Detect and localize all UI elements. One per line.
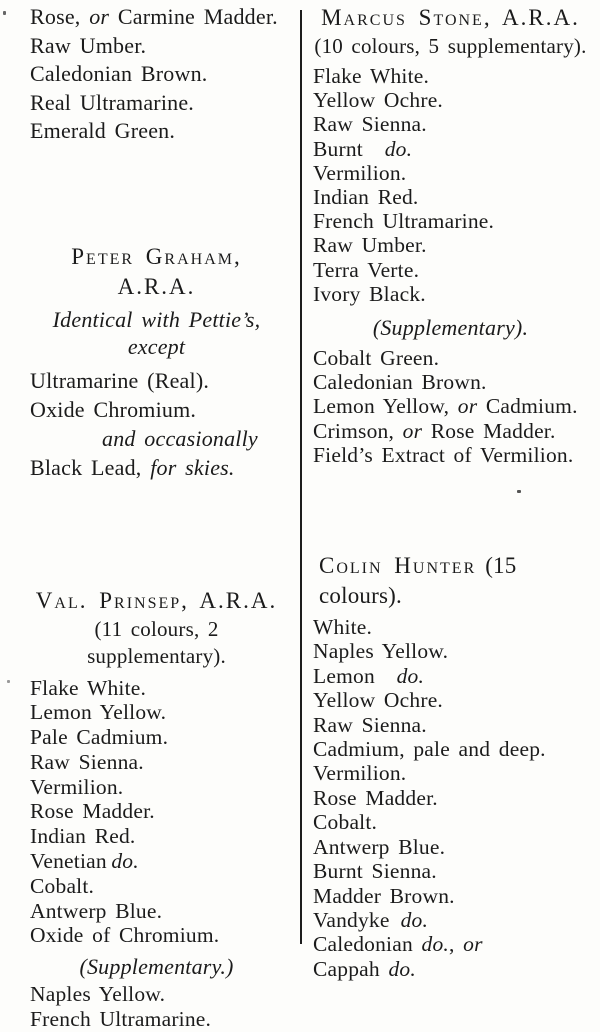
note-center xyxy=(313,314,588,341)
smallcaps-text: Peter Graham, A.R.A. xyxy=(71,243,242,299)
text: Yellow Ochre. xyxy=(313,88,444,113)
palette-entry xyxy=(313,64,588,88)
palette-entry xyxy=(313,209,588,233)
palette-entry xyxy=(30,395,283,424)
text: Cappah xyxy=(313,956,389,981)
text: Field’s Extract of Vermilion. xyxy=(313,442,574,467)
text: French Ultramarine. xyxy=(313,209,495,234)
palette-entry xyxy=(30,824,283,849)
text: Indian Red. xyxy=(313,185,419,210)
text: Venetian xyxy=(30,849,112,874)
column-divider xyxy=(300,10,302,944)
text: Raw Sienna. xyxy=(30,749,144,774)
palette-entry xyxy=(30,849,283,874)
text: Flake White. xyxy=(30,675,147,700)
palette-entry xyxy=(313,688,588,712)
palette-entry xyxy=(313,835,588,859)
palette-entry xyxy=(30,725,283,750)
text: Lemon Yellow, xyxy=(313,394,458,419)
text: Crimson, xyxy=(313,418,403,443)
text: Oxide of Chromium. xyxy=(30,923,220,948)
palette-entry xyxy=(313,161,588,185)
text: Naples Yellow. xyxy=(313,639,449,664)
text: Identical with Pettie’s, except xyxy=(52,306,261,359)
text: Indian Red. xyxy=(30,824,136,849)
italic-text: or xyxy=(457,394,478,419)
italic-text: or xyxy=(402,418,423,443)
text: (10 colours, 5 supplementary). xyxy=(314,34,587,58)
text: Vermilion. xyxy=(313,160,407,185)
text: Lemon Yellow. xyxy=(30,700,167,725)
text: Terra Verte. xyxy=(313,257,420,282)
section-marcus-stone xyxy=(313,0,588,467)
palette-entry xyxy=(313,370,588,394)
text: Caledonian Brown. xyxy=(30,61,208,86)
palette-entry xyxy=(313,908,588,932)
text: Cobalt. xyxy=(313,810,378,835)
palette-entry xyxy=(30,1007,283,1032)
text: Burnt xyxy=(313,136,385,161)
heading xyxy=(30,242,283,302)
italic-text: do. xyxy=(111,849,139,874)
palette-entry xyxy=(313,137,588,161)
palette-entry xyxy=(313,443,588,467)
palette-entry xyxy=(30,60,283,89)
heading xyxy=(30,586,283,616)
palette-entry xyxy=(313,810,588,834)
text: (Supplementary.) xyxy=(79,954,234,980)
palette-entry xyxy=(313,664,588,688)
text: Burnt Sienna. xyxy=(313,859,437,884)
smallcaps-text: Val. Prinsep, A.R.A. xyxy=(35,587,278,613)
palette-entry xyxy=(313,233,588,257)
palette-entry xyxy=(313,713,588,737)
note-center xyxy=(30,306,283,360)
italic-text: do. xyxy=(384,136,413,161)
italic-text: do. xyxy=(400,907,429,932)
palette-entry xyxy=(30,982,283,1007)
text: Rose Madder. xyxy=(422,418,556,443)
text: Caledonian xyxy=(313,932,422,957)
palette-entry xyxy=(313,419,588,443)
text: Ivory Black. xyxy=(313,281,426,306)
scan-speck xyxy=(7,680,10,683)
palette-entry xyxy=(313,88,588,112)
subheading xyxy=(30,616,283,670)
palette-entry xyxy=(313,394,588,418)
text: Rose, xyxy=(30,4,90,29)
palette-entry xyxy=(313,639,588,663)
palette-entry xyxy=(313,761,588,785)
text: French Ultramarine. xyxy=(30,1007,212,1032)
palette-entry xyxy=(30,923,283,948)
text: (Supplementary). xyxy=(372,315,529,341)
text: Rose Madder. xyxy=(30,799,155,824)
text: Cobalt Green. xyxy=(313,346,440,371)
text: Raw Umber. xyxy=(313,233,427,258)
palette-entry xyxy=(313,859,588,883)
italic-text: for skies. xyxy=(150,454,235,480)
palette-entry xyxy=(313,346,588,370)
palette-entry xyxy=(30,700,283,725)
text: Rose Madder. xyxy=(313,785,438,810)
italic-text: do. xyxy=(396,663,425,688)
section-val-prinsep xyxy=(30,586,283,1032)
text: Flake White. xyxy=(313,64,430,88)
section-colin-hunter xyxy=(313,551,588,981)
palette-entry xyxy=(313,957,588,981)
palette-entry xyxy=(313,932,588,956)
palette-entry xyxy=(313,112,588,136)
text: Lemon xyxy=(313,663,397,688)
section-pettie-continued xyxy=(30,0,283,146)
text: Cobalt. xyxy=(30,873,95,898)
palette-entry xyxy=(313,282,588,306)
text: Carmine Madder. xyxy=(109,4,278,29)
text: Antwerp Blue. xyxy=(30,898,163,923)
text: Black Lead, xyxy=(30,454,151,480)
text: Caledonian Brown. xyxy=(313,370,487,395)
text: Cadmium. xyxy=(477,394,578,419)
palette-entry xyxy=(30,750,283,775)
palette-entry xyxy=(30,366,283,395)
note-offset xyxy=(30,424,283,453)
palette-entry xyxy=(313,185,588,209)
palette-entry xyxy=(30,117,283,146)
text: Naples Yellow. xyxy=(30,982,166,1007)
palette-entry xyxy=(30,3,283,32)
palette-entry xyxy=(30,32,283,61)
section-peter-graham xyxy=(30,242,283,482)
palette-entry xyxy=(30,676,283,701)
text: (15 colours). xyxy=(319,553,517,609)
text: Vermilion. xyxy=(313,761,407,786)
text: , xyxy=(448,932,464,957)
text: Raw Sienna. xyxy=(313,112,427,137)
palette-entry xyxy=(30,874,283,899)
palette-entry xyxy=(313,786,588,810)
scan-speck xyxy=(3,11,6,15)
text: (11 colours, 2 supplementary). xyxy=(87,616,226,668)
note-center xyxy=(30,953,283,980)
text: and occasionally xyxy=(102,425,258,451)
text: Real Ultramarine. xyxy=(30,89,194,115)
text: Ultramarine (Real). xyxy=(30,367,210,393)
text: Emerald Green. xyxy=(30,118,176,143)
palette-entry xyxy=(30,453,283,482)
text: Yellow Ochre. xyxy=(313,688,444,713)
italic-text: or xyxy=(89,4,110,29)
left-column xyxy=(0,0,299,1032)
text: White. xyxy=(313,615,373,640)
scan-speck xyxy=(517,490,521,493)
smallcaps-text: Colin Hunter xyxy=(319,553,477,579)
palette-entry xyxy=(30,899,283,924)
text: Vandyke xyxy=(313,907,401,932)
palette-entry xyxy=(30,775,283,800)
palette-entry xyxy=(313,884,588,908)
text: Antwerp Blue. xyxy=(313,834,446,859)
heading xyxy=(313,551,588,611)
text: Vermilion. xyxy=(30,774,124,799)
text: Pale Cadmium. xyxy=(30,725,169,750)
smallcaps-text: Marcus Stone, A.R.A. xyxy=(321,5,580,30)
italic-text: do. xyxy=(388,956,416,981)
palette-entry xyxy=(313,615,588,639)
palette-entry xyxy=(30,89,283,118)
italic-text: do. xyxy=(421,932,449,957)
palette-entry xyxy=(313,737,588,761)
palette-entry xyxy=(30,799,283,824)
right-column xyxy=(303,0,600,981)
italic-text: or xyxy=(463,932,483,957)
text: Raw Sienna. xyxy=(313,712,427,737)
palette-entry xyxy=(313,258,588,282)
text: Cadmium, pale and deep. xyxy=(313,737,546,762)
text: Oxide Chromium. xyxy=(30,396,197,422)
text: Raw Umber. xyxy=(30,32,147,58)
heading xyxy=(313,3,588,33)
subheading xyxy=(313,33,588,60)
text: Madder Brown. xyxy=(313,883,455,908)
